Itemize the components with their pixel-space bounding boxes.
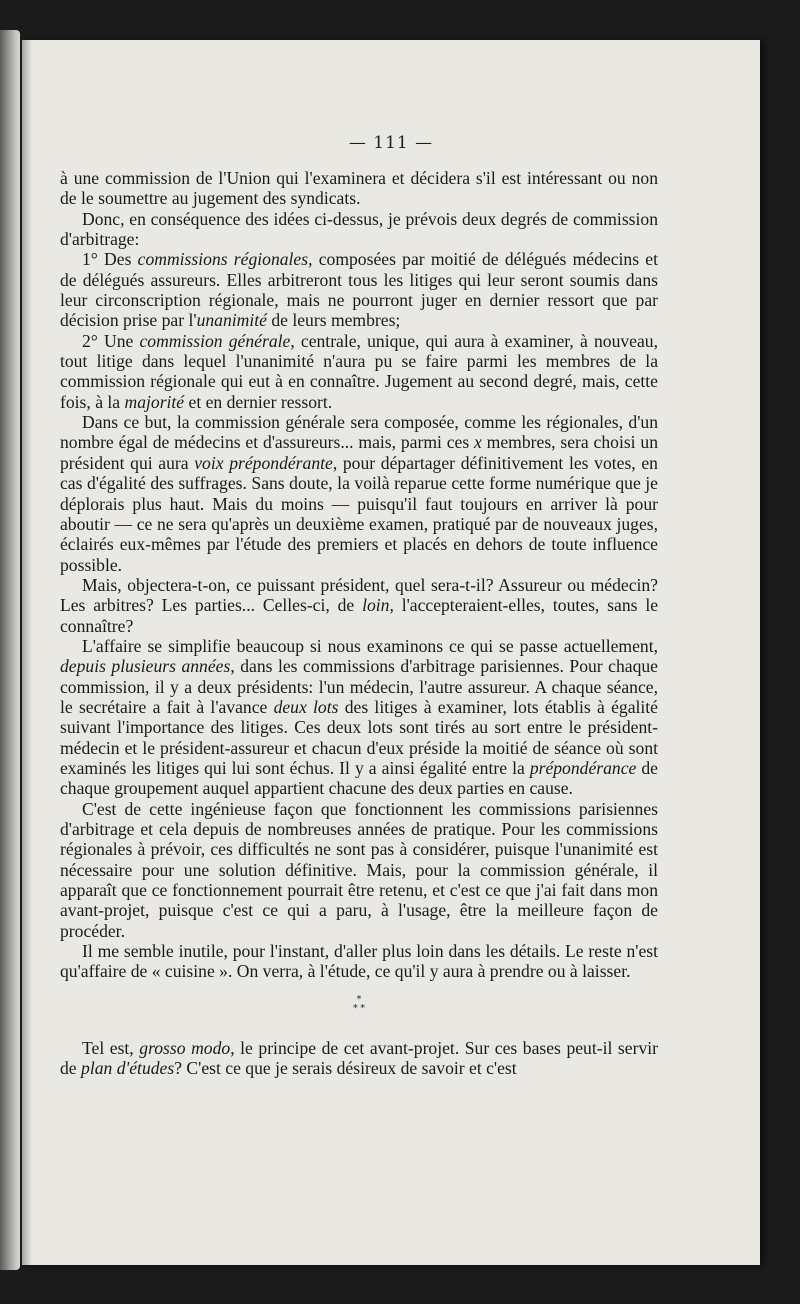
paragraph bbox=[60, 799, 658, 941]
text-run: , dans les commissions d'arbitrage parisiennes. Pour chaque commission, il y a deux présidents: l'un médecin, l'autre assureur. A chaque séance, le secrétaire a fait à l'avance bbox=[60, 656, 658, 717]
binding-shadow bbox=[22, 40, 32, 1265]
text-run: , centrale, unique, qui aura à examiner, à nouveau, tout litige dans lequel l'unanimité n'aura pu se faire parmi les membres de la commission régionale qui eut à en connaître. Jugement au second degré, mais, cette fois, à la bbox=[60, 330, 658, 412]
text-run: Mais, objectera-t-on, ce puissant président, quel sera-t-il? Assureur ou médecin? Les arbitres? Les parties... Celles-ci, de bbox=[60, 574, 658, 616]
text-run: de chaque groupement auquel appartient chacune des deux parties en cause. bbox=[60, 757, 658, 799]
section-separator bbox=[60, 996, 658, 1014]
text-run: membres, sera choisi un président qui aura bbox=[60, 432, 658, 473]
italic-text: majorité bbox=[124, 391, 185, 412]
text-run: 1° Des bbox=[82, 249, 138, 270]
italic-text: plan d'études bbox=[81, 1058, 175, 1079]
text-run: à une commission de l'Union qui l'examinera et décidera s'il est intéressant ou non de le soumettre au jugement des syndicats. bbox=[60, 168, 658, 209]
text-run: L'affaire se simplifie beaucoup si nous examinons ce qui se passe actuellement, bbox=[82, 635, 658, 656]
italic-text: grosso modo bbox=[139, 1037, 231, 1058]
text-run: , pour départager définitivement les votes, en cas d'égalité des suffrages. Sans doute, la voilà reparue cette forme numérique que je déplorais plus haut. Mais du moins — puisqu'il faut toujours en arriver là pour aboutir — ce ne sera qu'après un deuxième examen, pratiqué par de nouveaux juges, éclairés eux-mêmes par l'étude des premiers et placés en dehors de toute influence possible. bbox=[60, 452, 658, 575]
page-number: — 111 — bbox=[348, 133, 434, 153]
book-page bbox=[22, 40, 760, 1265]
text-run: Donc, en conséquence des idées ci-dessus, je prévois deux degrés de commission d'arbitrage: bbox=[60, 208, 658, 250]
italic-text: prépondérance bbox=[529, 757, 637, 778]
text-run: des litiges à examiner, lots établis à égalité suivant l'importance des litiges. Ces deux lots sont tirés au sort entre le président-médecin et le président-assureur et chacun d'eux préside la moitié de séance où sont examinés les litiges qui lui sont échus. Il y a ainsi égalité entre la bbox=[60, 696, 658, 778]
italic-text: commission générale bbox=[139, 330, 291, 351]
body-text bbox=[60, 168, 658, 1078]
text-run: et en dernier ressort. bbox=[184, 391, 333, 412]
closing-paragraph bbox=[60, 1038, 658, 1079]
separator-top-star: * bbox=[356, 994, 362, 1005]
paragraph bbox=[60, 249, 658, 330]
italic-text: voix prépondérante bbox=[194, 452, 333, 473]
italic-text: loin bbox=[362, 595, 390, 616]
paragraphs-container bbox=[60, 168, 658, 982]
text-run: , composées par moitié de délégués médecins et de délégués assureurs. Elles arbitreront tous les litiges qui leur seront soumis dans leur circonscription régionale, mais ne pourront juger en dernier ressort que par décision prise par l' bbox=[60, 249, 658, 331]
italic-text: x bbox=[474, 432, 482, 453]
text-run: , le principe de cet avant-projet. Sur ces bases peut-il servir de bbox=[60, 1037, 658, 1079]
italic-text: commissions régionales bbox=[137, 249, 309, 270]
adjacent-page-edge bbox=[0, 30, 20, 1270]
text-run: Dans ce but, la commission générale sera composée, comme les régionales, d'un nombre égal de médecins et d'assureurs... mais, parmi ces bbox=[60, 412, 658, 453]
text-run: C'est de cette ingénieuse façon que fonctionnent les commissions parisiennes d'arbitrage et cela depuis de nombreuses années de pratique. Pour les commissions régionales à prévoir, ces difficultés ne sont pas à considérer, puisque l'unanimité est nécessaire pour une solution définitive. Mais, pour la commission générale, il apparaît que ce fonctionnement pourrait être retenu, et c'est ce que j'ai fait dans mon avant-projet, puisque c'est ce qui a paru, à l'usage, être la meilleure façon de procéder. bbox=[60, 798, 658, 941]
italic-text: depuis plusieurs années bbox=[60, 656, 231, 677]
text-run: ? C'est ce que je serais désireux de savoir et c'est bbox=[174, 1058, 517, 1079]
text-run: Il me semble inutile, pour l'instant, d'aller plus loin dans les détails. Le reste n'est qu'affaire de « cuisine ». On verra, à l'étude, ce qu'il y aura à prendre ou à laisser. bbox=[60, 941, 658, 982]
paragraph bbox=[60, 331, 658, 412]
italic-text: deux lots bbox=[273, 696, 339, 717]
text-run: Tel est, bbox=[82, 1037, 140, 1058]
paragraph bbox=[60, 636, 658, 799]
paragraph bbox=[60, 168, 658, 209]
paragraph bbox=[60, 941, 658, 982]
paragraph bbox=[60, 209, 658, 250]
text-run: , l'accepteraient-elles, toutes, sans le connaître? bbox=[60, 595, 659, 636]
italic-text: unanimité bbox=[196, 310, 267, 331]
separator-bottom-stars: * * bbox=[353, 1003, 365, 1014]
paragraph bbox=[60, 412, 658, 575]
text-run: de leurs membres; bbox=[266, 310, 401, 331]
text-run: 2° Une bbox=[82, 330, 140, 351]
paragraph bbox=[60, 575, 658, 636]
